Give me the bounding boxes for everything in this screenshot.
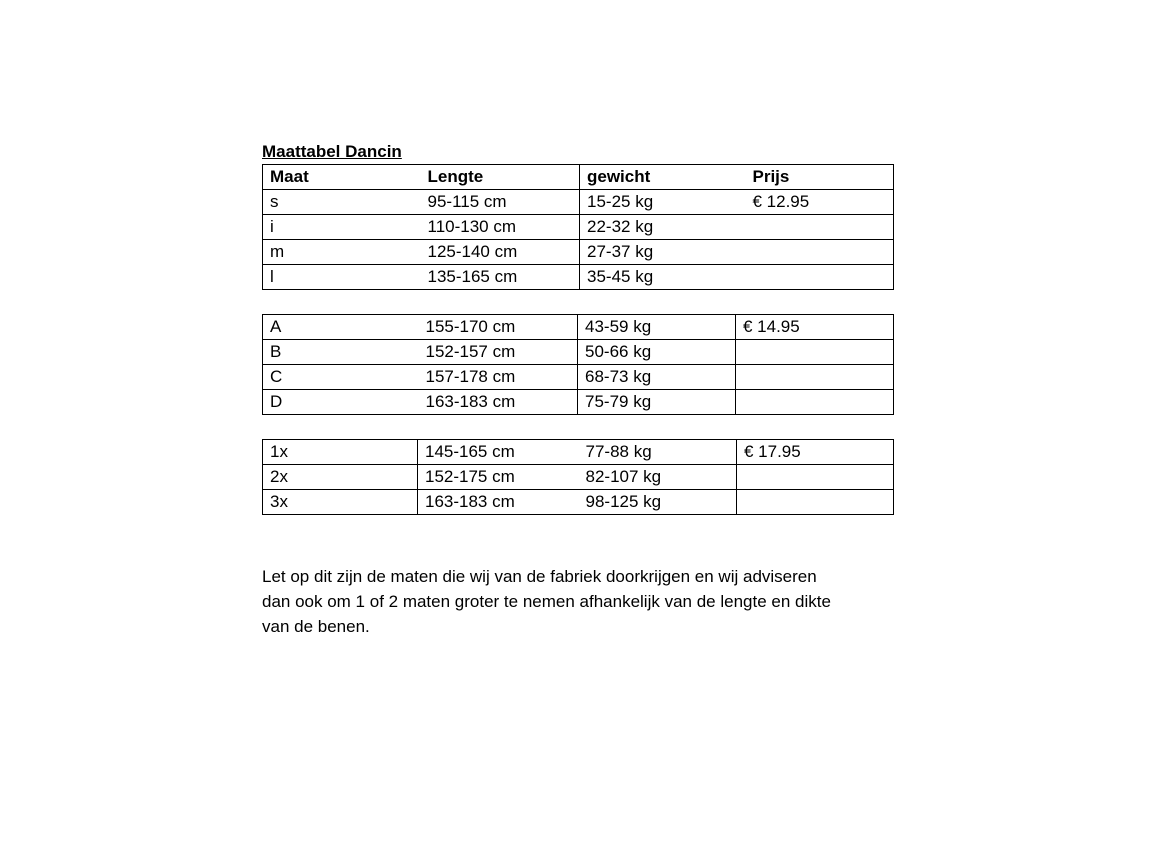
cell-gewicht: 50-66 kg — [578, 340, 736, 365]
cell-lengte: 135-165 cm — [421, 265, 580, 290]
table-row — [263, 390, 894, 415]
cell-maat: s — [263, 190, 421, 215]
note-line: van de benen. — [262, 617, 370, 636]
header-prijs: Prijs — [746, 165, 894, 190]
table-row — [263, 190, 894, 215]
cell-prijs — [746, 215, 894, 240]
size-table-plus — [262, 439, 894, 515]
cell-prijs — [736, 390, 894, 415]
header-lengte: Lengte — [421, 165, 580, 190]
cell-prijs: € 17.95 — [737, 440, 894, 465]
size-table-small — [262, 164, 894, 290]
table-row — [263, 490, 894, 515]
cell-prijs — [746, 265, 894, 290]
cell-maat: l — [263, 265, 421, 290]
cell-lengte: 155-170 cm — [419, 315, 578, 340]
cell-gewicht: 35-45 kg — [580, 265, 746, 290]
table-row — [263, 440, 894, 465]
cell-prijs: € 12.95 — [746, 190, 894, 215]
table-row — [263, 340, 894, 365]
table-row — [263, 240, 894, 265]
table-header-row — [263, 165, 894, 190]
cell-gewicht: 43-59 kg — [578, 315, 736, 340]
sizing-note — [262, 564, 902, 639]
cell-lengte: 145-165 cm — [418, 440, 579, 465]
header-gewicht: gewicht — [580, 165, 746, 190]
cell-maat: A — [263, 315, 419, 340]
cell-prijs — [737, 490, 894, 515]
table-row — [263, 365, 894, 390]
cell-prijs — [736, 340, 894, 365]
cell-maat: i — [263, 215, 421, 240]
table-row — [263, 315, 894, 340]
cell-maat: 1x — [263, 440, 418, 465]
table-row — [263, 265, 894, 290]
cell-lengte: 152-175 cm — [418, 465, 579, 490]
cell-lengte: 110-130 cm — [421, 215, 580, 240]
cell-prijs — [736, 365, 894, 390]
cell-gewicht: 27-37 kg — [580, 240, 746, 265]
table-row — [263, 465, 894, 490]
cell-prijs — [746, 240, 894, 265]
cell-gewicht: 77-88 kg — [579, 440, 737, 465]
cell-maat: C — [263, 365, 419, 390]
cell-gewicht: 82-107 kg — [579, 465, 737, 490]
cell-gewicht: 22-32 kg — [580, 215, 746, 240]
cell-lengte: 163-183 cm — [418, 490, 579, 515]
header-maat: Maat — [263, 165, 421, 190]
cell-maat: B — [263, 340, 419, 365]
cell-gewicht: 75-79 kg — [578, 390, 736, 415]
size-table-letters — [262, 314, 894, 415]
cell-lengte: 152-157 cm — [419, 340, 578, 365]
cell-gewicht: 68-73 kg — [578, 365, 736, 390]
cell-lengte: 157-178 cm — [419, 365, 578, 390]
cell-prijs — [737, 465, 894, 490]
cell-gewicht: 98-125 kg — [579, 490, 737, 515]
note-line: dan ook om 1 of 2 maten groter te nemen afhankelijk van de lengte en dikte — [262, 592, 831, 611]
cell-maat: 3x — [263, 490, 418, 515]
cell-prijs: € 14.95 — [736, 315, 894, 340]
cell-lengte: 163-183 cm — [419, 390, 578, 415]
document-title: Maattabel Dancin — [262, 142, 402, 161]
cell-maat: 2x — [263, 465, 418, 490]
note-line: Let op dit zijn de maten die wij van de fabriek doorkrijgen en wij adviseren — [262, 567, 817, 586]
table-row — [263, 215, 894, 240]
cell-maat: m — [263, 240, 421, 265]
cell-lengte: 125-140 cm — [421, 240, 580, 265]
cell-gewicht: 15-25 kg — [580, 190, 746, 215]
cell-maat: D — [263, 390, 419, 415]
cell-lengte: 95-115 cm — [421, 190, 580, 215]
